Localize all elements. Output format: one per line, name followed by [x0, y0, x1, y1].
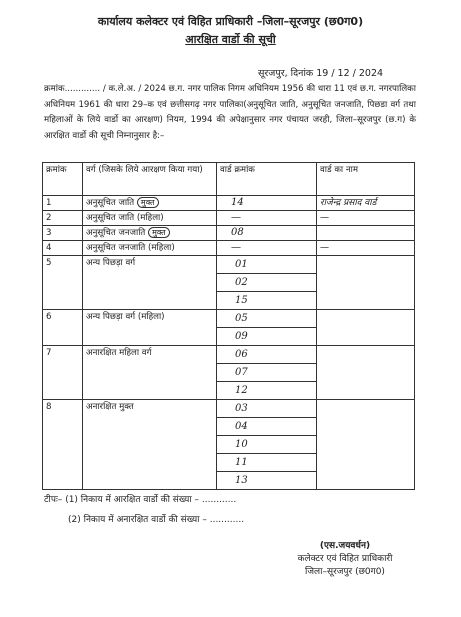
row-ward-name — [317, 256, 415, 310]
row-ward-numbers — [217, 310, 317, 346]
office-heading: कार्यालय कलेक्टर एवं विहित प्राधिकारी –जिला–सूरजपुर (छ0ग0) — [97, 15, 364, 28]
row-serial: 4 — [43, 241, 83, 256]
row-serial: 8 — [43, 400, 83, 490]
signatory-district: जिला–सूरजपुर (छ0ग0) — [305, 567, 385, 577]
row-category — [83, 211, 217, 226]
notes-label: टीपः– — [44, 495, 63, 505]
ward-number: 11 — [217, 454, 316, 472]
ward-number: 03 — [217, 400, 316, 418]
signatory-designation: कलेक्टर एवं विहित प्राधिकारी — [297, 554, 393, 564]
row-category-text: अनुसूचित जनजाति (महिला) — [86, 243, 175, 253]
row-serial: 1 — [43, 196, 83, 211]
row-tag: मुक्त — [137, 197, 159, 208]
ward-number: 15 — [235, 295, 248, 306]
row-category-text: अन्य पिछड़ा वर्ग (महिला) — [86, 312, 165, 322]
ward-number: 13 — [235, 475, 248, 486]
row-category-text: अनुसूचित जनजाति — [86, 228, 146, 238]
ward-number: 07 — [217, 364, 316, 382]
ward-number: 06 — [217, 346, 316, 364]
row-ward-name: — — [317, 211, 415, 226]
row-ward-name — [317, 346, 415, 400]
row-ward-name: — — [317, 241, 415, 256]
row-tag: मुक्त — [148, 227, 170, 238]
row-category — [83, 196, 217, 211]
row-category — [83, 256, 217, 310]
table-row — [43, 211, 415, 226]
table-row — [43, 400, 415, 490]
ward-number: 05 — [217, 310, 316, 328]
ward-number: 12 — [235, 385, 248, 396]
row-ward-name — [317, 310, 415, 346]
row-ward-numbers — [217, 256, 317, 310]
header-ward-name: वार्ड का नाम — [317, 163, 415, 196]
header-ward-number: वार्ड क्रमांक — [217, 163, 317, 196]
row-ward-name — [317, 400, 415, 490]
ward-number: 04 — [217, 418, 316, 436]
row-ward-numbers: 14 — [217, 196, 317, 211]
table-header-row — [43, 163, 415, 196]
header-category: वर्ग (जिसके लिये आरक्षण किया गया) — [83, 163, 217, 196]
row-ward-numbers: — — [217, 241, 317, 256]
row-category-text: अनारक्षित मुक्त — [86, 402, 134, 412]
row-category-text: अनुसूचित जाति (महिला) — [86, 213, 164, 223]
ward-number: 10 — [217, 436, 316, 454]
table-row — [43, 241, 415, 256]
place-date: सूरजपुर, दिनांक 19 / 12 / 2024 — [258, 68, 384, 79]
table-row — [43, 310, 415, 346]
row-serial: 2 — [43, 211, 83, 226]
intro-paragraph: क्रमांक............. / क.ले.अ. / 2024 छ.ग. नगर पालिक निगम अधिनियम 1956 की धारा 11 एवं छ.ग. नगरपालिका अधिनियम 1961 की धारा 29–क एवं छत्तीसगढ़ नगर पालिका(अनुसूचित जाति, अनुसूचित जनजाति, पिछडा वर्ग तथा महिलाओं के लिये वार्डो का आरक्षण) नियम, 1994 की अपेक्षानुसार नगर पंचायत जरही, जिला–सूरजपुर (छ.ग) के आरक्षित वार्डो की सूची निम्नानुसार है:– — [44, 84, 416, 141]
row-category — [83, 310, 217, 346]
table-row — [43, 196, 415, 211]
row-serial: 3 — [43, 226, 83, 241]
row-category — [83, 346, 217, 400]
table-row — [43, 226, 415, 241]
row-category — [83, 400, 217, 490]
signature-block — [260, 540, 430, 579]
ward-number: 09 — [235, 331, 248, 342]
row-ward-numbers: 08 — [217, 226, 317, 241]
row-category-text: अनुसूचित जाति — [86, 198, 135, 208]
note-unreserved-count: (2) निकाय में अनारक्षित वार्डो की संख्या – ............ — [68, 515, 245, 525]
ward-number: 02 — [217, 274, 316, 292]
notes — [44, 490, 244, 530]
row-category-text: अनारक्षित महिला वर्ग — [86, 348, 152, 358]
row-ward-name — [317, 226, 415, 241]
row-serial: 5 — [43, 256, 83, 310]
row-category-text: अन्य पिछड़ा वर्ग — [86, 258, 136, 268]
row-serial: 7 — [43, 346, 83, 400]
row-ward-numbers — [217, 346, 317, 400]
header-serial: क्रमांक — [43, 163, 83, 196]
row-category — [83, 241, 217, 256]
row-ward-name: राजेन्द्र प्रसाद वार्ड — [317, 196, 415, 211]
row-ward-numbers: — — [217, 211, 317, 226]
table-row — [43, 256, 415, 310]
row-serial: 6 — [43, 310, 83, 346]
signatory-name: (एस.जयवर्धन) — [319, 541, 371, 551]
list-title: आरक्षित वार्डो की सूची — [185, 33, 276, 46]
row-ward-numbers — [217, 400, 317, 490]
reserved-wards-table — [42, 162, 415, 490]
row-category — [83, 226, 217, 241]
table-row — [43, 346, 415, 400]
note-reserved-count: (1) निकाय में आरक्षित वार्डो की संख्या – ............ — [65, 495, 237, 505]
ward-number: 01 — [217, 256, 316, 274]
